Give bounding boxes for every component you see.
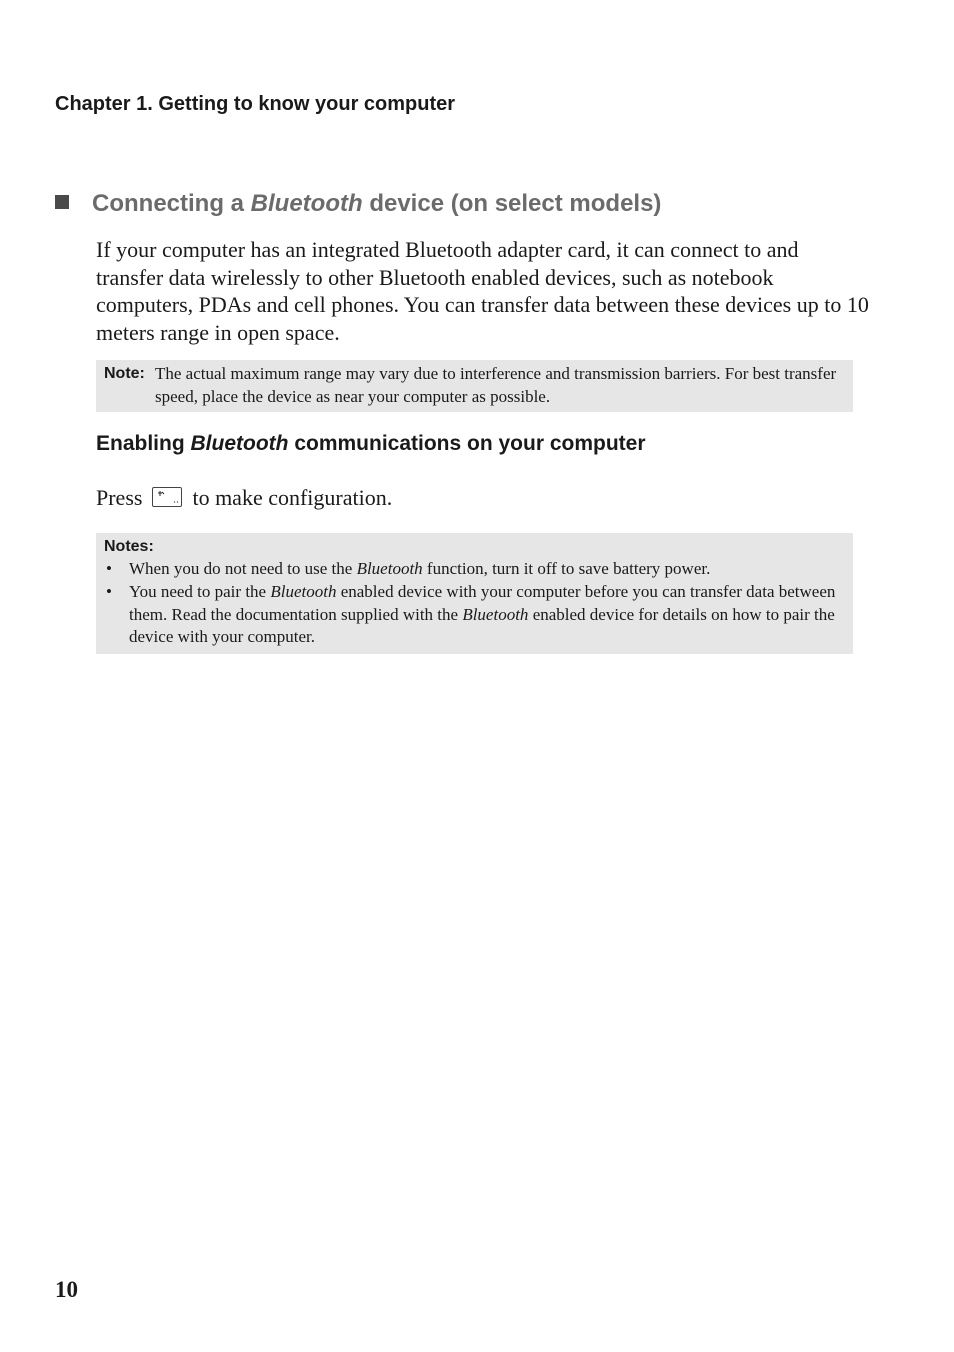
subsection-heading-prefix: Enabling: [96, 432, 191, 455]
f-key-icon: [152, 487, 182, 507]
note-item-text: When you do not need to use the: [129, 559, 357, 578]
subsection-heading-suffix: communications on your computer: [288, 432, 646, 455]
subsection-heading: [96, 432, 646, 456]
note-box: [96, 360, 853, 412]
section-title-prefix: Connecting a: [92, 190, 251, 217]
note-item-text: enabled device for details on how to pair the device with your computer.: [129, 604, 835, 647]
list-item: [104, 581, 845, 649]
note-item-italic: Bluetooth: [462, 604, 529, 624]
square-bullet-icon: [55, 195, 69, 209]
notes-list: [104, 558, 845, 649]
section-title-italic: Bluetooth: [250, 190, 363, 217]
notes-box: [96, 533, 853, 654]
bullet-icon: •: [106, 581, 112, 601]
note-item-italic: Bluetooth: [356, 559, 423, 578]
bullet-icon: •: [106, 559, 112, 578]
note-label: Note:: [104, 365, 145, 382]
note-item-italic: Bluetooth: [270, 581, 337, 601]
note-text: The actual maximum range may vary due to interference and transmission barriers. For best transfer speed, place the device as near your computer as possible.: [155, 364, 837, 406]
intro-paragraph: If your computer has an integrated Bluetooth adapter card, it can connect to and transfer data wirelessly to other Bluetooth enabled devices, such as notebook computers, PDAs and cell phones. You can transfer data between these devices up to 10 meters range in open space.: [96, 237, 869, 345]
note-item-text: enabled device with your computer before you can transfer data between them. Read the documentation supplied with the: [129, 581, 836, 624]
note-item-text: You need to pair the: [129, 581, 271, 601]
subsection-heading-italic: Bluetooth: [190, 432, 289, 455]
press-after-text: to make configuration.: [192, 485, 393, 510]
list-item: [104, 558, 845, 581]
press-before-text: Press: [96, 485, 143, 510]
section-title-suffix: device (on select models): [362, 190, 662, 217]
notes-label: Notes:: [104, 538, 154, 555]
page-number: 10: [55, 1277, 78, 1302]
press-instruction: [96, 484, 392, 512]
section-title: [55, 190, 661, 218]
note-item-text: function, turn it off to save battery power.: [422, 559, 711, 578]
chapter-header: Chapter 1. Getting to know your computer: [55, 93, 456, 115]
